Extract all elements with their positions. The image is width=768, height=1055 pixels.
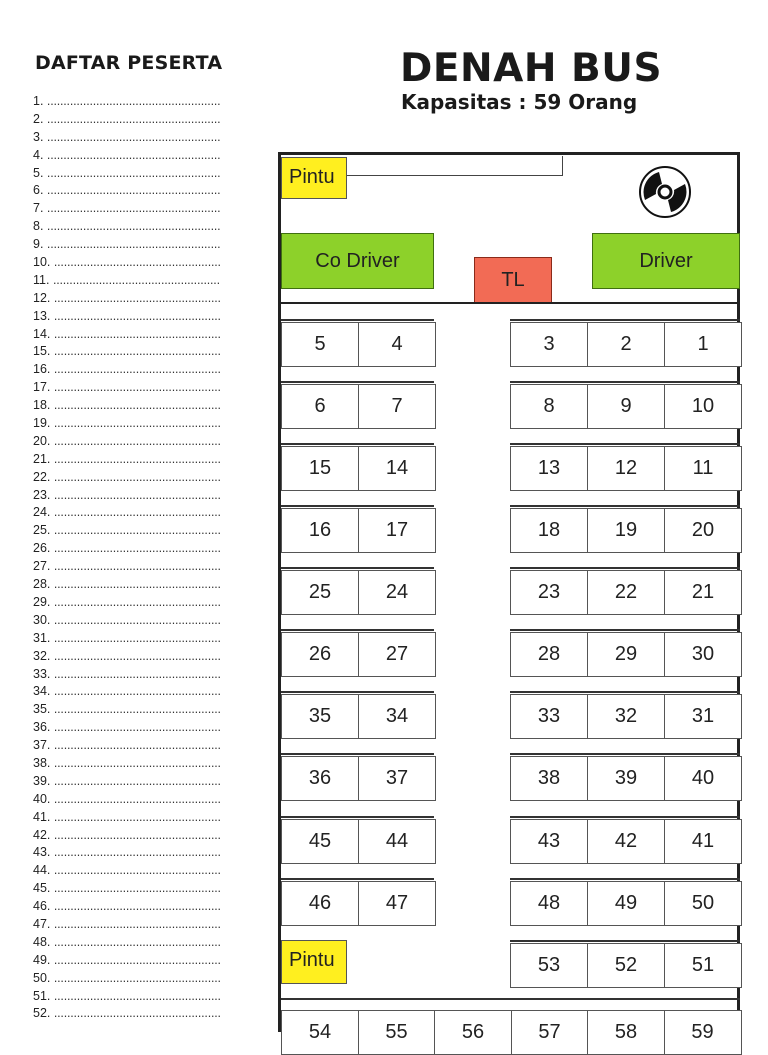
participant-row: [33, 916, 243, 934]
participant-name-blank: ...................................................: [53, 612, 221, 627]
participant-number: 21.: [33, 451, 51, 466]
seat: 35: [281, 694, 359, 739]
row-separator: [510, 319, 740, 321]
participant-name-blank: ...................................................: [53, 487, 221, 502]
participant-name-blank: ...................................................: [53, 380, 221, 395]
participant-row: [33, 630, 243, 648]
participant-number: 39.: [33, 773, 51, 788]
participant-number: 18.: [33, 398, 51, 413]
participant-name-blank: ...................................................: [53, 630, 221, 645]
participant-row: [33, 648, 243, 666]
seat: 26: [281, 632, 359, 677]
participant-row: [33, 236, 243, 254]
participant-number: 43.: [33, 845, 51, 860]
participant-number: 50.: [33, 970, 51, 985]
participant-row: [33, 791, 243, 809]
participant-row: [33, 111, 243, 129]
participant-row: [33, 522, 243, 540]
participant-row: [33, 433, 243, 451]
participant-name-blank: ...................................................: [53, 702, 221, 717]
seat: 22: [587, 570, 665, 615]
participant-number: 5.: [33, 165, 44, 180]
participant-number: 27.: [33, 559, 51, 574]
participant-row: [33, 773, 243, 791]
seat: 37: [358, 756, 436, 801]
door-outline: [347, 156, 563, 176]
participant-name-blank: ...................................................: [53, 916, 221, 931]
participant-number: 31.: [33, 630, 51, 645]
seat: 12: [587, 446, 665, 491]
participant-row: [33, 182, 243, 200]
participant-number: 23.: [33, 487, 51, 502]
participant-row: [33, 147, 243, 165]
participant-number: 13.: [33, 308, 51, 323]
participant-name-blank: .....................................................: [46, 111, 221, 126]
participant-row: [33, 594, 243, 612]
row-separator: [510, 691, 740, 693]
participant-name-blank: .....................................................: [46, 237, 221, 252]
participant-row: [33, 719, 243, 737]
participant-row: [33, 666, 243, 684]
participant-number: 22.: [33, 469, 51, 484]
participant-number: 34.: [33, 684, 51, 699]
participant-row: [33, 487, 243, 505]
participant-name-blank: ...................................................: [53, 809, 221, 824]
seat: 58: [587, 1010, 665, 1055]
participant-number: 33.: [33, 666, 51, 681]
seat: 18: [510, 508, 588, 553]
participant-row: [33, 379, 243, 397]
participant-row: [33, 469, 243, 487]
participant-name-blank: ...................................................: [53, 469, 221, 484]
participant-number: 32.: [33, 648, 51, 663]
seat: 44: [358, 819, 436, 864]
seat: 45: [281, 819, 359, 864]
seat: 56: [434, 1010, 512, 1055]
participant-name-blank: ...................................................: [53, 773, 221, 788]
participant-name-blank: .....................................................: [46, 165, 221, 180]
seat: 9: [587, 384, 665, 429]
participant-number: 8.: [33, 219, 44, 234]
participant-number: 3.: [33, 129, 44, 144]
participant-name-blank: ...................................................: [52, 272, 220, 287]
participant-row: [33, 415, 243, 433]
seat: 41: [664, 819, 742, 864]
participant-number: 12.: [33, 290, 51, 305]
row-separator: [281, 381, 434, 383]
participant-name-blank: .....................................................: [46, 94, 221, 108]
participant-row: [33, 862, 243, 880]
seat: 48: [510, 881, 588, 926]
seat: 59: [664, 1010, 742, 1055]
participant-name-blank: ...................................................: [53, 398, 221, 413]
participant-row: [33, 540, 243, 558]
participant-row: [33, 827, 243, 845]
participant-number: 45.: [33, 881, 51, 896]
participant-row: [33, 397, 243, 415]
seat: 29: [587, 632, 665, 677]
participant-number: 16.: [33, 362, 51, 377]
participant-row: [33, 254, 243, 272]
participant-row: [33, 576, 243, 594]
participant-number: 40.: [33, 791, 51, 806]
participant-name-blank: .....................................................: [46, 201, 221, 216]
row-separator: [510, 567, 740, 569]
participant-row: [33, 218, 243, 236]
participant-name-blank: .....................................................: [46, 183, 221, 198]
page-title: DENAH BUS: [400, 46, 663, 91]
participant-number: 11.: [33, 272, 50, 287]
participant-row: [33, 272, 243, 290]
row-separator: [281, 691, 434, 693]
participant-number: 24.: [33, 505, 51, 520]
capacity-subtitle: Kapasitas : 59 Orang: [401, 90, 638, 114]
participant-number: 4.: [33, 147, 44, 162]
participant-name-blank: ...................................................: [53, 952, 221, 967]
participant-number: 14.: [33, 326, 51, 341]
seat: 20: [664, 508, 742, 553]
participant-row: [33, 93, 243, 111]
participant-row: [33, 737, 243, 755]
seat: 55: [358, 1010, 436, 1055]
participant-row: [33, 952, 243, 970]
participant-number: 47.: [33, 916, 51, 931]
co-driver-seat: Co Driver: [281, 233, 434, 289]
seat: 8: [510, 384, 588, 429]
participant-name-blank: .....................................................: [46, 147, 221, 162]
participant-number: 20.: [33, 433, 51, 448]
seat: 11: [664, 446, 742, 491]
front-door-label: Pintu: [281, 157, 347, 199]
seat: 19: [587, 508, 665, 553]
participant-name-blank: ...................................................: [53, 451, 221, 466]
participant-name-blank: ...................................................: [53, 738, 221, 753]
seat: 52: [587, 943, 665, 988]
participant-row: [33, 701, 243, 719]
seat: 42: [587, 819, 665, 864]
row-separator: [510, 381, 740, 383]
participant-row: [33, 361, 243, 379]
participant-row: [33, 880, 243, 898]
participant-row: [33, 558, 243, 576]
seat: 27: [358, 632, 436, 677]
participant-row: [33, 504, 243, 522]
seat: 39: [587, 756, 665, 801]
participant-row: [33, 612, 243, 630]
participant-row: [33, 326, 243, 344]
front-divider: [281, 302, 740, 304]
participant-name-blank: ...................................................: [53, 505, 221, 520]
participant-number: 26.: [33, 541, 51, 556]
seat: 15: [281, 446, 359, 491]
participant-row: [33, 165, 243, 183]
participant-name-blank: ...................................................: [53, 720, 221, 735]
participant-name-blank: ...................................................: [53, 648, 221, 663]
participant-name-blank: ...................................................: [53, 559, 221, 574]
seat: 1: [664, 322, 742, 367]
participant-name-blank: ...................................................: [53, 684, 221, 699]
seat: 28: [510, 632, 588, 677]
participant-name-blank: ...................................................: [53, 577, 221, 592]
participant-number: 15.: [33, 344, 51, 359]
participant-row: [33, 970, 243, 988]
participant-name-blank: ...................................................: [53, 827, 221, 842]
seat: 24: [358, 570, 436, 615]
seat: 33: [510, 694, 588, 739]
seat: 51: [664, 943, 742, 988]
participant-name-blank: ...................................................: [53, 1006, 221, 1021]
seat: 4: [358, 322, 436, 367]
seat: 47: [358, 881, 436, 926]
participant-number: 7.: [33, 201, 44, 216]
participant-row: [33, 683, 243, 701]
participant-row: [33, 451, 243, 469]
participant-name-blank: ...................................................: [53, 433, 221, 448]
participant-name-blank: ...................................................: [53, 308, 221, 323]
seat: 49: [587, 881, 665, 926]
seat: 23: [510, 570, 588, 615]
participant-row: [33, 809, 243, 827]
participant-row: [33, 844, 243, 862]
seat: 14: [358, 446, 436, 491]
seat: 25: [281, 570, 359, 615]
seat: 30: [664, 632, 742, 677]
participant-number: 38.: [33, 755, 51, 770]
participant-row: [33, 1005, 243, 1023]
row-separator: [510, 816, 740, 818]
seat: 43: [510, 819, 588, 864]
participant-number: 41.: [33, 809, 51, 824]
participant-name-blank: ...................................................: [53, 791, 221, 806]
participant-number: 10.: [33, 255, 51, 270]
row-separator: [510, 443, 740, 445]
participant-name-blank: ...................................................: [53, 523, 221, 538]
participant-row: [33, 755, 243, 773]
participant-name-blank: ...................................................: [53, 255, 221, 270]
participant-row: [33, 343, 243, 361]
participant-name-blank: ...................................................: [53, 970, 221, 985]
tour-leader-seat: TL: [474, 257, 552, 303]
participant-number: 49.: [33, 952, 51, 967]
participant-name-blank: ...................................................: [53, 416, 221, 431]
participant-number: 25.: [33, 523, 51, 538]
participant-number: 30.: [33, 612, 51, 627]
seat: 36: [281, 756, 359, 801]
participant-list: [33, 93, 243, 1023]
participant-name-blank: ...................................................: [53, 845, 221, 860]
participant-name-blank: ...................................................: [53, 666, 221, 681]
row-separator: [510, 878, 740, 880]
seat: 5: [281, 322, 359, 367]
row-separator: [281, 505, 434, 507]
participant-number: 37.: [33, 738, 51, 753]
participant-number: 52.: [33, 1006, 51, 1021]
participant-row: [33, 898, 243, 916]
seat: 54: [281, 1010, 359, 1055]
seat: 53: [510, 943, 588, 988]
participant-number: 48.: [33, 934, 51, 949]
participant-name-blank: ...................................................: [53, 594, 221, 609]
row-separator: [281, 443, 434, 445]
participant-number: 36.: [33, 720, 51, 735]
participant-name-blank: ...................................................: [53, 290, 221, 305]
participant-name-blank: ...................................................: [53, 934, 221, 949]
participant-number: 29.: [33, 594, 51, 609]
participant-name-blank: ...................................................: [53, 755, 221, 770]
participant-number: 28.: [33, 577, 51, 592]
participant-name-blank: ...................................................: [53, 541, 221, 556]
row-separator: [281, 319, 434, 321]
seat: 32: [587, 694, 665, 739]
seat: 6: [281, 384, 359, 429]
participant-name-blank: ...................................................: [53, 344, 221, 359]
participant-number: 9.: [33, 237, 44, 252]
row-separator: [281, 816, 434, 818]
participant-number: 44.: [33, 863, 51, 878]
seat: 17: [358, 508, 436, 553]
participant-name-blank: .....................................................: [46, 219, 221, 234]
seat: 21: [664, 570, 742, 615]
participant-name-blank: .....................................................: [46, 129, 221, 144]
participant-number: 2.: [33, 111, 44, 126]
seat: 50: [664, 881, 742, 926]
row-separator: [510, 940, 740, 942]
row-separator: [281, 567, 434, 569]
participant-row: [33, 934, 243, 952]
seat: 40: [664, 756, 742, 801]
participant-row: [33, 290, 243, 308]
seat: 13: [510, 446, 588, 491]
participant-name-blank: ...................................................: [53, 863, 221, 878]
seat: 10: [664, 384, 742, 429]
participant-name-blank: ...................................................: [53, 988, 221, 1003]
seat: 57: [511, 1010, 589, 1055]
participant-name-blank: ...................................................: [53, 899, 221, 914]
participant-number: 6.: [33, 183, 44, 198]
bus-seating-plan: [278, 152, 740, 1043]
participant-list-title: DAFTAR PESERTA: [35, 52, 223, 74]
participant-name-blank: ...................................................: [53, 881, 221, 896]
seat: 16: [281, 508, 359, 553]
row-separator: [510, 629, 740, 631]
seat: 2: [587, 322, 665, 367]
participant-row: [33, 988, 243, 1006]
row-separator: [281, 878, 434, 880]
seat: 7: [358, 384, 436, 429]
participant-number: 1.: [33, 94, 44, 108]
driver-seat: Driver: [592, 233, 740, 289]
steering-wheel-icon: [637, 164, 693, 220]
seat: 46: [281, 881, 359, 926]
participant-row: [33, 308, 243, 326]
participant-row: [33, 200, 243, 218]
seat: 3: [510, 322, 588, 367]
participant-number: 42.: [33, 827, 51, 842]
participant-number: 35.: [33, 702, 51, 717]
participant-name-blank: ...................................................: [53, 362, 221, 377]
row-separator: [281, 753, 434, 755]
participant-number: 51.: [33, 988, 51, 1003]
row-separator: [510, 753, 740, 755]
row-separator: [281, 998, 740, 1000]
participant-name-blank: ...................................................: [53, 326, 221, 341]
participant-number: 46.: [33, 899, 51, 914]
seat: 38: [510, 756, 588, 801]
participant-number: 17.: [33, 380, 51, 395]
rear-door-label: Pintu: [281, 940, 347, 984]
participant-number: 19.: [33, 416, 51, 431]
seat: 31: [664, 694, 742, 739]
row-separator: [510, 505, 740, 507]
participant-row: [33, 129, 243, 147]
row-separator: [281, 629, 434, 631]
seat: 34: [358, 694, 436, 739]
